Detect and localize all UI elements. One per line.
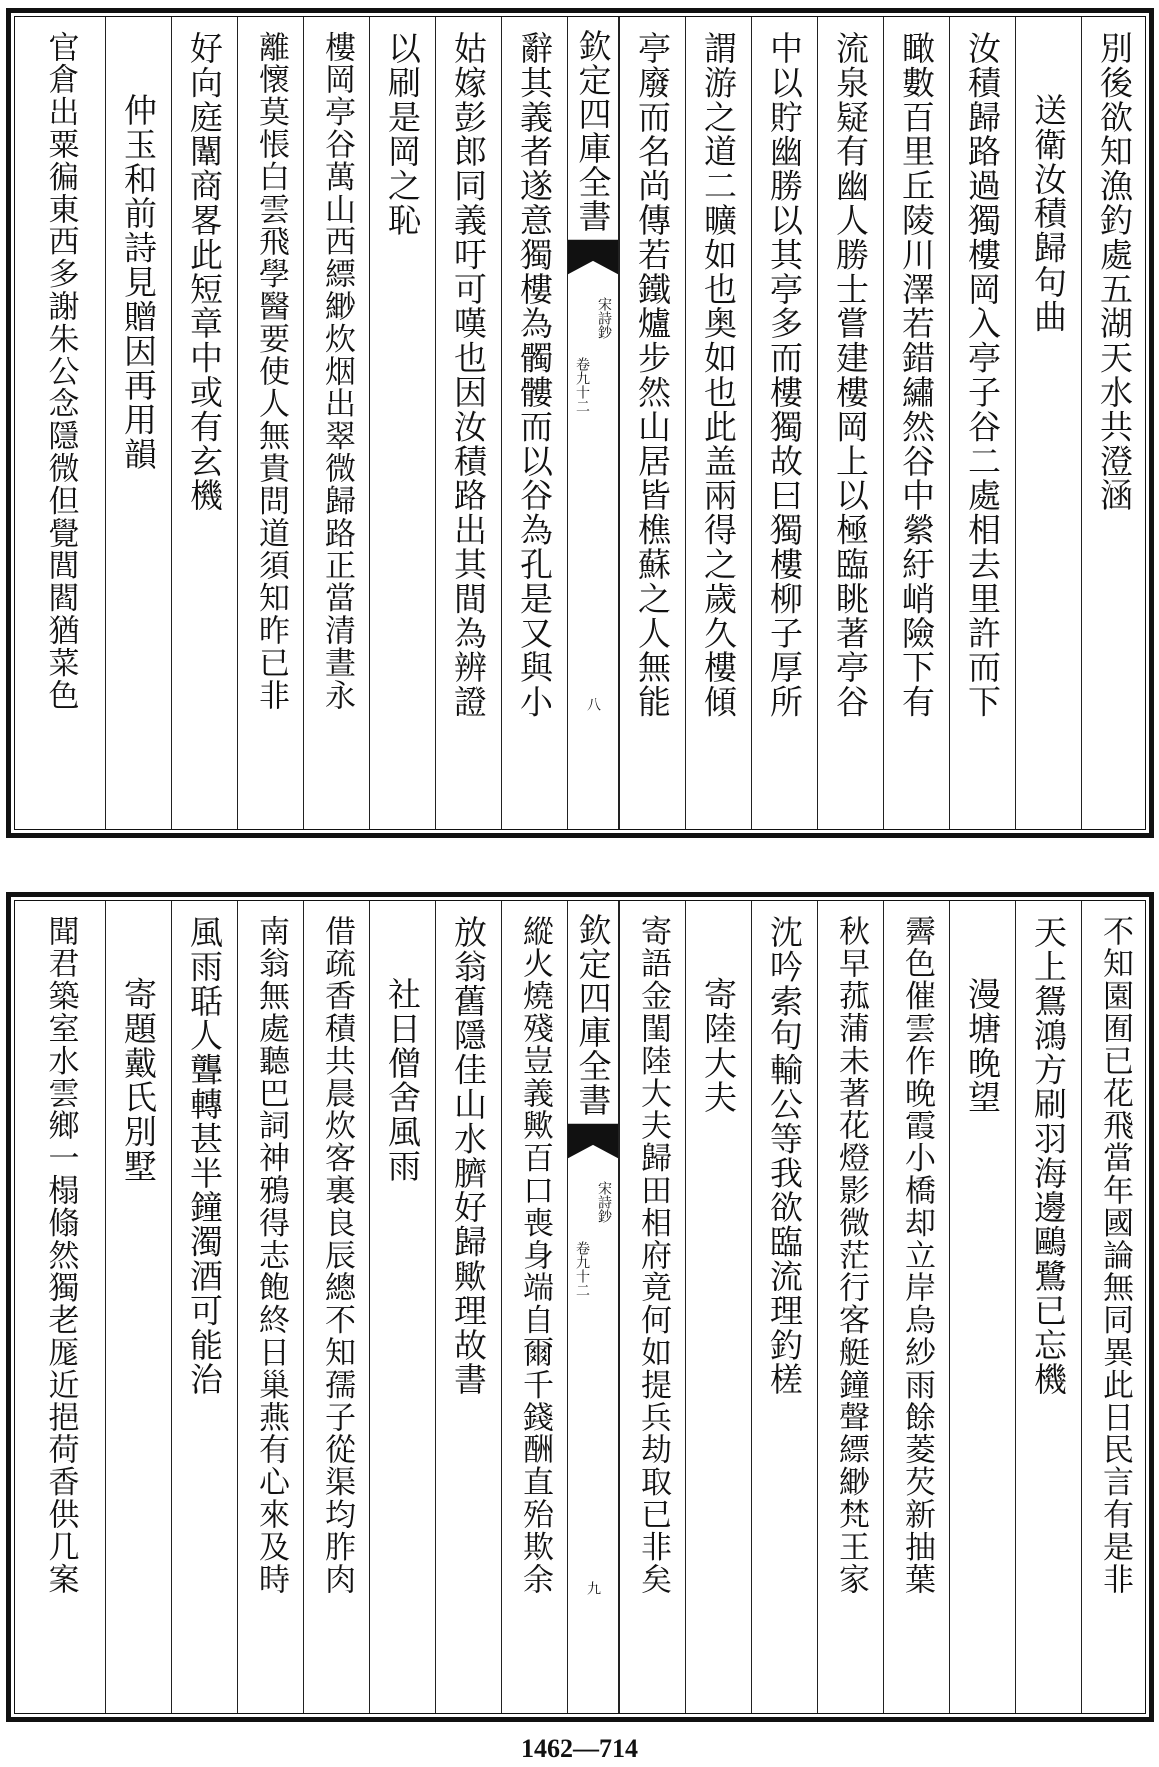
column-text: 聞君築室水雲鄉一榻翛然獨老厖近挹荷香供几案 (42, 915, 79, 1596)
column-text: 別後欲知漁釣處五湖天水共澄涵 (1095, 31, 1134, 513)
text-column (685, 17, 751, 829)
text-column (501, 901, 567, 1713)
text-column (435, 901, 501, 1713)
fishtail-mark (568, 1123, 618, 1159)
book-name: 宋詩鈔 (596, 1181, 612, 1223)
center-fold-column (567, 17, 619, 829)
column-text: 不知園囿已花飛當年國論無同異此日民言有是非 (1097, 915, 1133, 1596)
text-column (1081, 17, 1147, 829)
column-text: 中以貯幽勝以其亭多而樓獨故曰獨樓柳子厚所 (765, 31, 804, 719)
text-column (237, 901, 303, 1713)
text-column (817, 17, 883, 829)
text-column (619, 901, 685, 1713)
column-text: 社日僧舍風雨 (383, 977, 422, 1184)
book-name: 宋詩鈔 (596, 297, 612, 339)
column-text: 仲玉和前詩見贈因再用韻 (119, 93, 158, 472)
column-text: 寄陸大夫 (699, 977, 738, 1115)
top-page-text-area (14, 16, 1146, 830)
text-column (105, 901, 171, 1713)
column-text: 辭其義者遂意獨樓為髑髏而以谷為孔是又與小 (515, 31, 554, 719)
text-column (619, 17, 685, 829)
text-column (15, 17, 105, 829)
column-text: 霽色催雲作晚霞小橋却立岸烏紗雨餘菱芡新抽葉 (899, 915, 935, 1596)
column-text: 以刷是岡之恥 (383, 31, 422, 238)
text-column (15, 901, 105, 1713)
column-text: 流泉疑有幽人勝士嘗建樓岡上以極臨眺著亭谷 (831, 31, 870, 719)
text-column (303, 17, 369, 829)
center-fold-column (567, 901, 619, 1713)
text-column (369, 901, 435, 1713)
bottom-page-frame (6, 892, 1154, 1722)
column-text: 瞰數百里丘陵川澤若錯繡然谷中縈紆峭險下有 (897, 31, 936, 719)
column-text: 樓岡亭谷萬山西縹緲炊烟出翠微歸路正當清晝永 (319, 31, 355, 712)
text-column (237, 17, 303, 829)
column-text: 借疏香積共晨炊客裏良辰總不知孺子從渠均胙肉 (319, 915, 355, 1596)
column-text: 風雨聒人聾轉甚半鐘濁酒可能治 (185, 915, 224, 1397)
text-column (751, 17, 817, 829)
text-column (303, 901, 369, 1713)
column-text: 秋早菰蒲未著花燈影微茫行客艇鐘聲縹緲梵王家 (833, 915, 869, 1596)
bottom-page-text-area (14, 900, 1146, 1714)
column-text: 南翁無處聽巴詞神鴉得志飽終日巢燕有心來及時 (253, 915, 289, 1596)
column-text: 汝積歸路過獨樓岡入亭子谷二處相去里許而下 (963, 31, 1002, 719)
top-page-frame (6, 8, 1154, 838)
column-text: 謂游之道二曠如也奥如也此盖兩得之歲久樓傾 (699, 31, 738, 719)
column-text: 離懷莫悵白雲飛學醫要使人無貴問道須知昨已非 (253, 31, 289, 712)
column-text: 縱火燒殘豈義歟百口喪身端自爾千錢酬直殆欺余 (517, 915, 553, 1596)
column-text: 寄語金閨陸大夫歸田相府竟何如提兵劫取已非矣 (635, 915, 671, 1596)
text-column (751, 901, 817, 1713)
text-column (1081, 901, 1147, 1713)
text-column (171, 17, 237, 829)
text-column (1015, 17, 1081, 829)
text-column (883, 17, 949, 829)
text-column (435, 17, 501, 829)
text-column (817, 901, 883, 1713)
column-text: 沈吟索句輸公等我欲臨流理釣槎 (765, 915, 804, 1397)
text-column (369, 17, 435, 829)
text-column (171, 901, 237, 1713)
column-text: 官倉出粟徧東西多謝朱公念隱微但覺閭閻猶菜色 (42, 31, 79, 712)
text-column (949, 17, 1015, 829)
column-text: 好向庭闈商畧此短章中或有玄機 (185, 31, 224, 513)
column-text: 送衛汝積歸句曲 (1029, 93, 1068, 334)
book-title: 欽定四庫全書 (573, 29, 613, 233)
column-text: 寄題戴氏別墅 (119, 977, 158, 1184)
column-text: 姑嫁彭郎同義吁可嘆也因汝積路出其間為辨證 (449, 31, 488, 719)
column-text: 亭廢而名尚傳若鐵爐步然山居皆樵蘇之人無能 (633, 31, 672, 719)
volume-number: 卷九十二 (574, 357, 590, 413)
page-number: 九 (585, 1581, 601, 1595)
text-column (685, 901, 751, 1713)
column-text: 放翁舊隱佳山水臍好歸歟理故書 (449, 915, 488, 1397)
column-text: 漫塘晚望 (963, 977, 1002, 1115)
book-title: 欽定四庫全書 (573, 913, 613, 1117)
text-column (949, 901, 1015, 1713)
volume-number: 卷九十二 (574, 1241, 590, 1297)
column-text: 天上鴛鴻方刷羽海邊鷗鷺已忘機 (1029, 915, 1068, 1397)
bottom-page (0, 888, 1159, 1728)
page-number: 八 (585, 697, 601, 711)
page-footer-number: 1462—714 (521, 1734, 638, 1763)
text-column (1015, 901, 1081, 1713)
text-column (105, 17, 171, 829)
fishtail-mark (568, 239, 618, 275)
text-column (883, 901, 949, 1713)
top-page (0, 0, 1159, 840)
text-column (501, 17, 567, 829)
